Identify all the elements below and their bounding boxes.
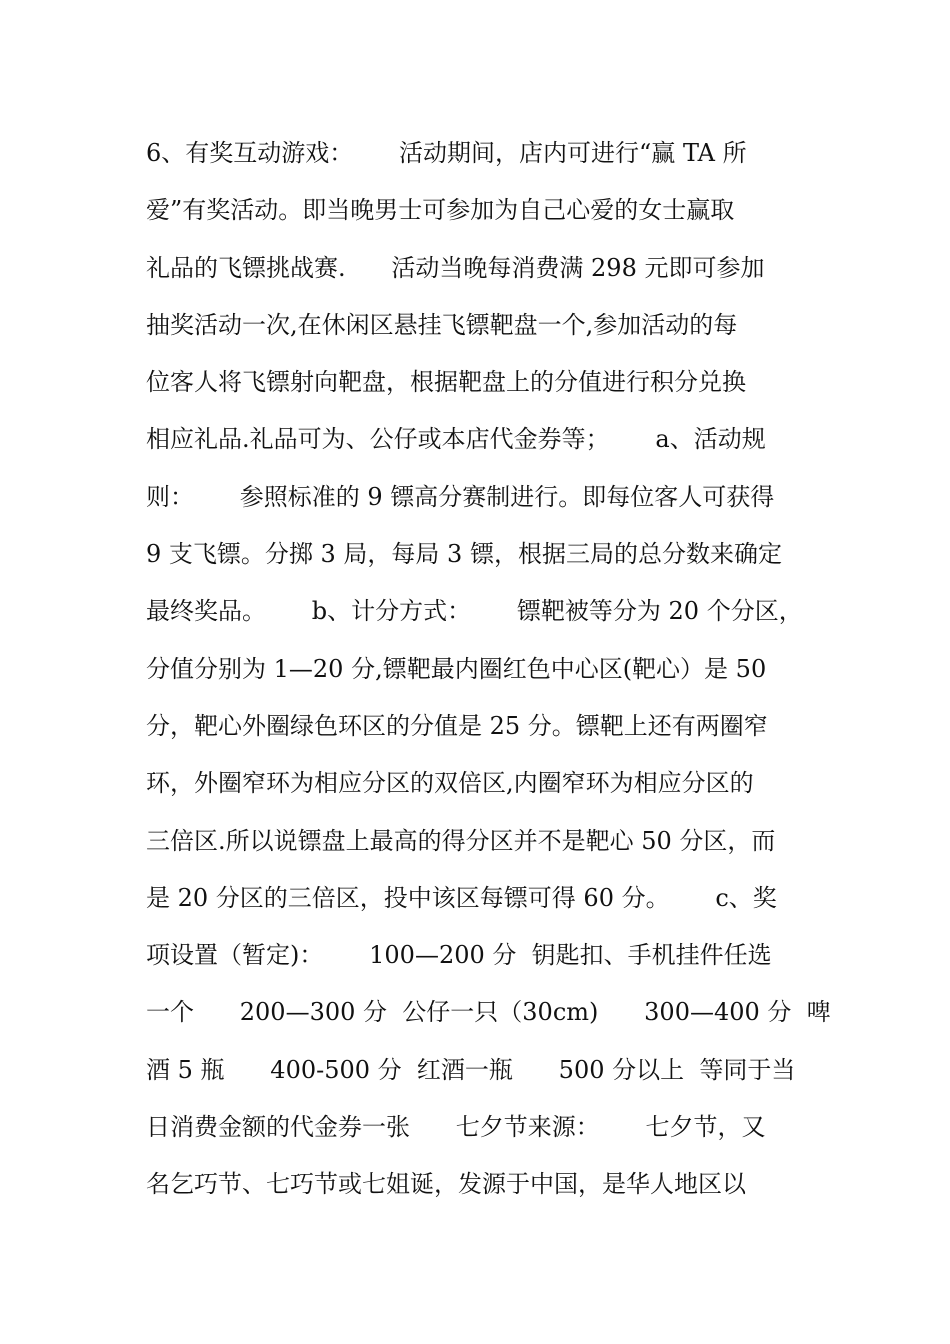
text-line: 日消费金额的代金券一张 七夕节来源： 七夕节，又 bbox=[146, 1113, 766, 1142]
text-line: 6、有奖互动游戏： 活动期间，店内可进行“赢 TA 所 bbox=[146, 139, 747, 167]
text-line: 三倍区.所以说镖盘上最高的得分区并不是靶心 50 分区，而 bbox=[146, 826, 776, 855]
text-line: 是 20 分区的三倍区，投中该区每镖可得 60 分。 c、奖 bbox=[146, 883, 777, 912]
text-line: 则： 参照标准的 9 镖高分赛制进行。即每位客人可获得 bbox=[146, 482, 775, 511]
text-line: 爱”有奖活动。即当晚男士可参加为自己心爱的女士赢取 bbox=[146, 196, 735, 225]
text-line: 酒 5 瓶 400-500 分 红酒一瓶 500 分以上 等同于当 bbox=[146, 1055, 796, 1084]
text-line: 抽奖活动一次,在休闲区悬挂飞镖靶盘一个,参加活动的每 bbox=[146, 310, 738, 339]
text-line: 名乞巧节、七巧节或七姐诞，发源于中国，是华人地区以 bbox=[146, 1170, 746, 1199]
text-line: 9 支飞镖。分掷 3 局，每局 3 镖，根据三局的总分数来确定 bbox=[146, 540, 782, 569]
text-line: 相应礼品.礼品可为、公仔或本店代金券等； a、活动规 bbox=[146, 425, 766, 454]
text-line: 项设置（暂定)： 100—200 分 钥匙扣、手机挂件任选 bbox=[146, 941, 772, 970]
text-line: 分值分别为 1—20 分,镖靶最内圈红色中心区(靶心）是 50 bbox=[146, 654, 767, 683]
body-text bbox=[146, 125, 846, 1214]
text-line: 礼品的飞镖挑战赛. 活动当晚每消费满 298 元即可参加 bbox=[146, 253, 765, 282]
text-line: 最终奖品。 b、计分方式： 镖靶被等分为 20 个分区， bbox=[146, 597, 803, 626]
text-line: 位客人将飞镖射向靶盘，根据靶盘上的分值进行积分兑换 bbox=[146, 368, 746, 397]
text-line: 环，外圈窄环为相应分区的双倍区,内圈窄环为相应分区的 bbox=[146, 769, 754, 798]
text-line: 一个 200—300 分 公仔一只（30cm) 300—400 分 啤 bbox=[146, 998, 831, 1027]
text-line: 分，靶心外圈绿色环区的分值是 25 分。镖靶上还有两圈窄 bbox=[146, 711, 768, 740]
